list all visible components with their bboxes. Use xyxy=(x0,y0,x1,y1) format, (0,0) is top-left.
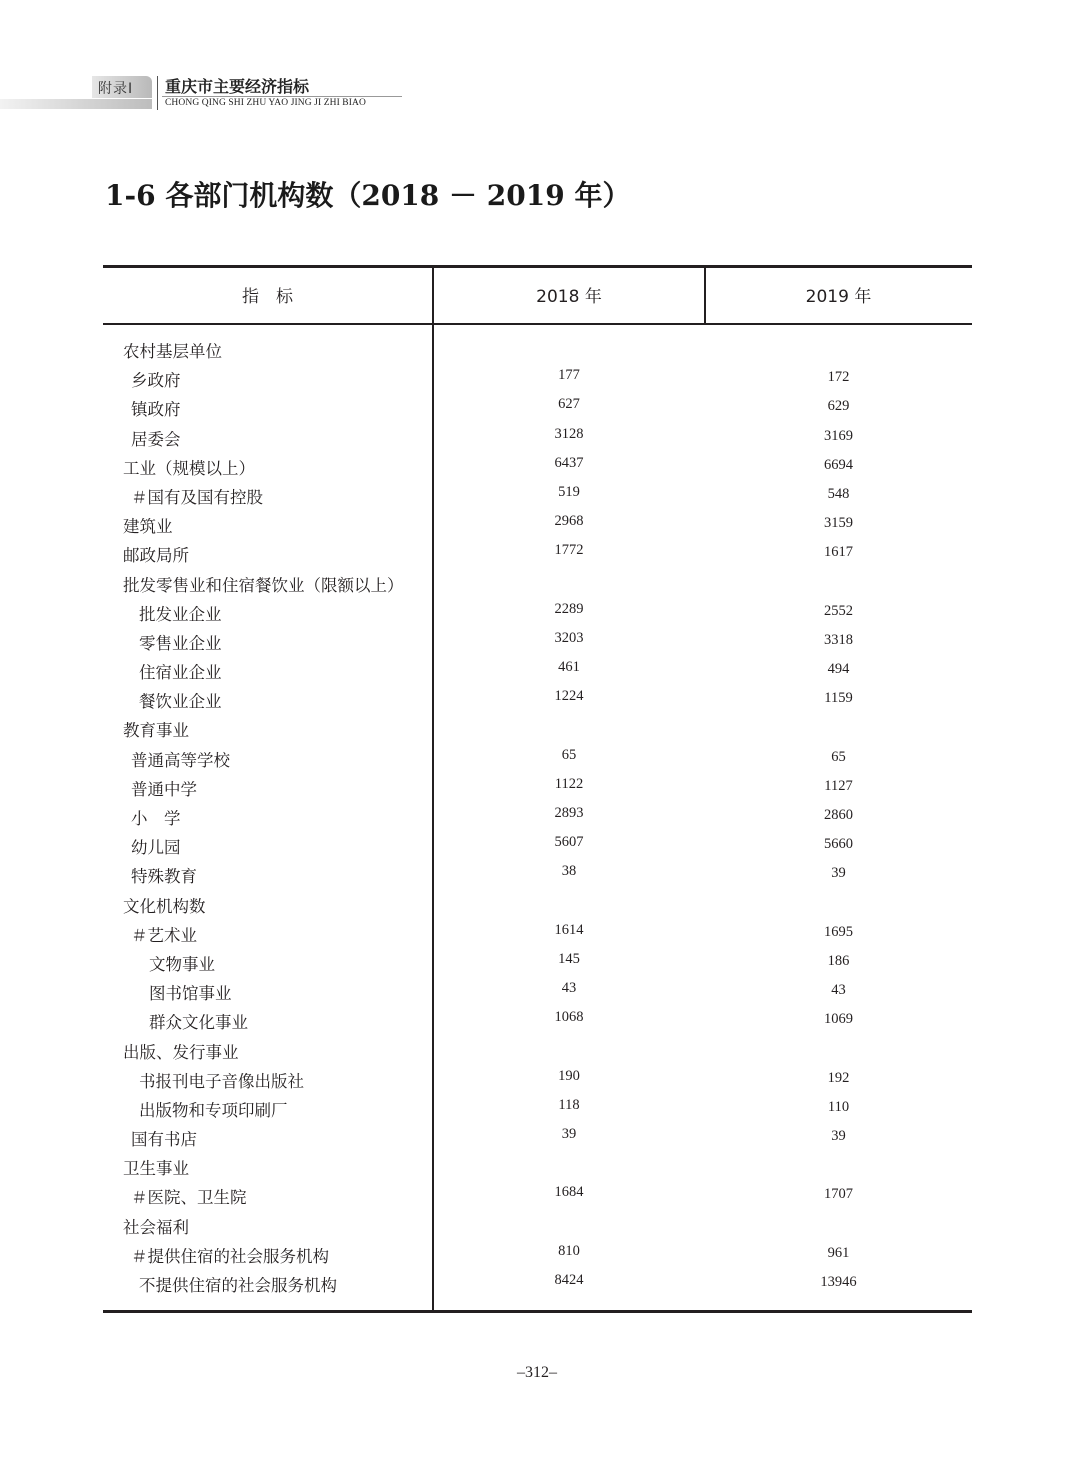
value-2019: 494 xyxy=(827,661,850,678)
value-2018: 39 xyxy=(561,1126,577,1143)
header-cell-indicator: 指 标 xyxy=(242,287,293,307)
table-row xyxy=(103,1123,972,1152)
value-2019: 39 xyxy=(831,865,846,882)
header-title: 重庆市主要经济指标 xyxy=(165,77,310,96)
table-row xyxy=(103,860,972,889)
value-2018: 38 xyxy=(561,863,577,880)
row-label: 出版、发行事业 xyxy=(123,1042,239,1062)
table-row xyxy=(103,539,972,568)
value-2018: 1772 xyxy=(554,542,584,559)
table-row xyxy=(103,569,972,598)
table-row xyxy=(103,685,972,714)
value-2019: 2860 xyxy=(824,807,853,823)
value-2018: 8424 xyxy=(554,1272,584,1288)
row-label: ＃国有及国有控股 xyxy=(131,487,263,507)
row-label: 工业（规模以上） xyxy=(123,458,255,478)
header-subtitle: CHONG QING SHI ZHU YAO JING JI ZHI BIAO xyxy=(165,98,366,108)
row-label: 文化机构数 xyxy=(123,896,206,916)
value-2019: 629 xyxy=(827,398,850,415)
row-label: 居委会 xyxy=(131,429,181,449)
row-label: 建筑业 xyxy=(123,517,173,537)
header-decor-band xyxy=(0,99,152,109)
table-top-rule xyxy=(103,265,972,268)
table-row xyxy=(103,627,972,656)
table-row xyxy=(103,802,972,831)
row-label: 小 学 xyxy=(131,809,181,828)
row-label: 镇政府 xyxy=(131,400,181,420)
header-appendix-label: 附录Ⅰ xyxy=(98,81,134,97)
value-2018: 177 xyxy=(558,367,580,384)
value-2018: 5607 xyxy=(554,834,584,851)
value-2019: 2552 xyxy=(824,602,853,619)
page-title: 1-6 各部门机构数（2018 － 2019 年） xyxy=(105,179,631,212)
table-row xyxy=(103,423,972,452)
row-label: 普通中学 xyxy=(131,779,197,799)
row-label: 幼儿园 xyxy=(131,838,181,858)
table-row xyxy=(103,714,972,743)
table-row xyxy=(103,744,972,773)
value-2019: 13946 xyxy=(820,1274,857,1290)
value-2019: 1695 xyxy=(824,923,853,940)
value-2019: 192 xyxy=(827,1069,850,1086)
row-label: 批发零售业和住宿餐饮业（限额以上） xyxy=(123,575,404,595)
table-row xyxy=(103,481,972,510)
value-2019: 43 xyxy=(831,982,846,999)
table-row xyxy=(103,773,972,802)
table-row xyxy=(103,510,972,539)
value-2018: 2893 xyxy=(554,805,584,821)
value-2019: 186 xyxy=(827,952,850,969)
row-label: 零售业企业 xyxy=(139,633,222,653)
value-2018: 2968 xyxy=(554,513,584,530)
value-2018: 1614 xyxy=(554,921,584,938)
value-2018: 3203 xyxy=(554,629,584,646)
table-row xyxy=(103,1211,972,1240)
value-2019: 3159 xyxy=(824,515,853,532)
value-2018: 627 xyxy=(558,396,580,413)
value-2018: 1684 xyxy=(554,1184,584,1201)
value-2019: 6694 xyxy=(824,456,853,473)
row-label: 特殊教育 xyxy=(131,867,197,887)
value-2019: 1159 xyxy=(824,690,853,707)
value-2019: 1617 xyxy=(824,544,853,561)
row-label: 卫生事业 xyxy=(123,1159,189,1179)
value-2019: 548 xyxy=(827,485,850,502)
table-row xyxy=(103,977,972,1006)
row-label: 教育事业 xyxy=(123,721,189,741)
value-2018: 2289 xyxy=(554,600,584,617)
row-label: 批发业企业 xyxy=(139,604,222,624)
value-2018: 3128 xyxy=(554,425,584,442)
table-row xyxy=(103,890,972,919)
table-body xyxy=(103,335,972,1298)
value-2019: 1127 xyxy=(824,777,853,794)
value-2018: 65 xyxy=(561,746,577,763)
value-2019: 39 xyxy=(831,1128,846,1145)
table-row xyxy=(103,1181,972,1210)
row-label: 住宿业企业 xyxy=(139,663,222,683)
table-row xyxy=(103,948,972,977)
row-label: 国有书店 xyxy=(131,1130,197,1150)
value-2018: 118 xyxy=(558,1096,580,1113)
row-label: ＃提供住宿的社会服务机构 xyxy=(131,1246,329,1266)
row-label: 邮政局所 xyxy=(123,546,189,566)
table-row xyxy=(103,364,972,393)
value-2018: 1068 xyxy=(554,1009,584,1026)
table-row xyxy=(103,1240,972,1269)
header-rule xyxy=(162,96,402,97)
header-cell-2019: 2019 年 xyxy=(805,287,872,307)
row-label: 文物事业 xyxy=(149,954,215,974)
value-2018: 43 xyxy=(561,980,577,997)
table-row xyxy=(103,598,972,627)
value-2019: 961 xyxy=(827,1244,850,1261)
value-2018: 1224 xyxy=(554,688,584,705)
row-label: 书报刊电子音像出版社 xyxy=(139,1071,304,1091)
row-label: 餐饮业企业 xyxy=(139,692,222,712)
table-row xyxy=(103,393,972,422)
row-label: 社会福利 xyxy=(123,1217,189,1237)
row-label: 乡政府 xyxy=(131,371,181,391)
data-table xyxy=(103,265,972,1315)
table-row xyxy=(103,1065,972,1094)
value-2019: 3318 xyxy=(824,631,853,648)
table-row xyxy=(103,831,972,860)
row-label: 不提供住宿的社会服务机构 xyxy=(139,1276,337,1295)
value-2019: 172 xyxy=(827,369,850,386)
table-row xyxy=(103,1094,972,1123)
page-number: –312– xyxy=(517,1364,557,1381)
value-2018: 810 xyxy=(558,1242,580,1259)
table-row xyxy=(103,1152,972,1181)
header-divider xyxy=(157,76,158,110)
table-row xyxy=(103,919,972,948)
table-bottom-rule xyxy=(103,1310,972,1313)
row-label: ＃艺术业 xyxy=(131,925,197,945)
table-row xyxy=(103,452,972,481)
table-row xyxy=(103,1269,972,1298)
row-label: ＃医院、卫生院 xyxy=(131,1188,247,1208)
value-2018: 190 xyxy=(558,1067,580,1084)
row-label: 农村基层单位 xyxy=(123,342,222,361)
value-2019: 5660 xyxy=(824,836,853,853)
table-row xyxy=(103,1036,972,1065)
table-row xyxy=(103,656,972,685)
header-cell-2018: 2018 年 xyxy=(536,287,602,307)
value-2019: 3169 xyxy=(824,427,853,444)
row-label: 图书馆事业 xyxy=(149,984,232,1004)
value-2018: 145 xyxy=(558,950,580,967)
row-label: 普通高等学校 xyxy=(131,750,230,770)
value-2018: 519 xyxy=(558,483,580,500)
value-2019: 110 xyxy=(827,1098,850,1115)
table-header-rule xyxy=(103,323,972,325)
row-label: 群众文化事业 xyxy=(149,1013,248,1033)
value-2018: 461 xyxy=(558,659,580,676)
value-2018: 6437 xyxy=(554,454,584,471)
row-label: 出版物和专项印刷厂 xyxy=(139,1100,288,1120)
table-row xyxy=(103,335,972,364)
value-2019: 1069 xyxy=(824,1011,853,1028)
value-2019: 1707 xyxy=(824,1186,853,1203)
table-row xyxy=(103,1006,972,1035)
value-2018: 1122 xyxy=(554,775,584,792)
header-appendix-tab xyxy=(92,76,152,98)
value-2019: 65 xyxy=(831,748,846,765)
